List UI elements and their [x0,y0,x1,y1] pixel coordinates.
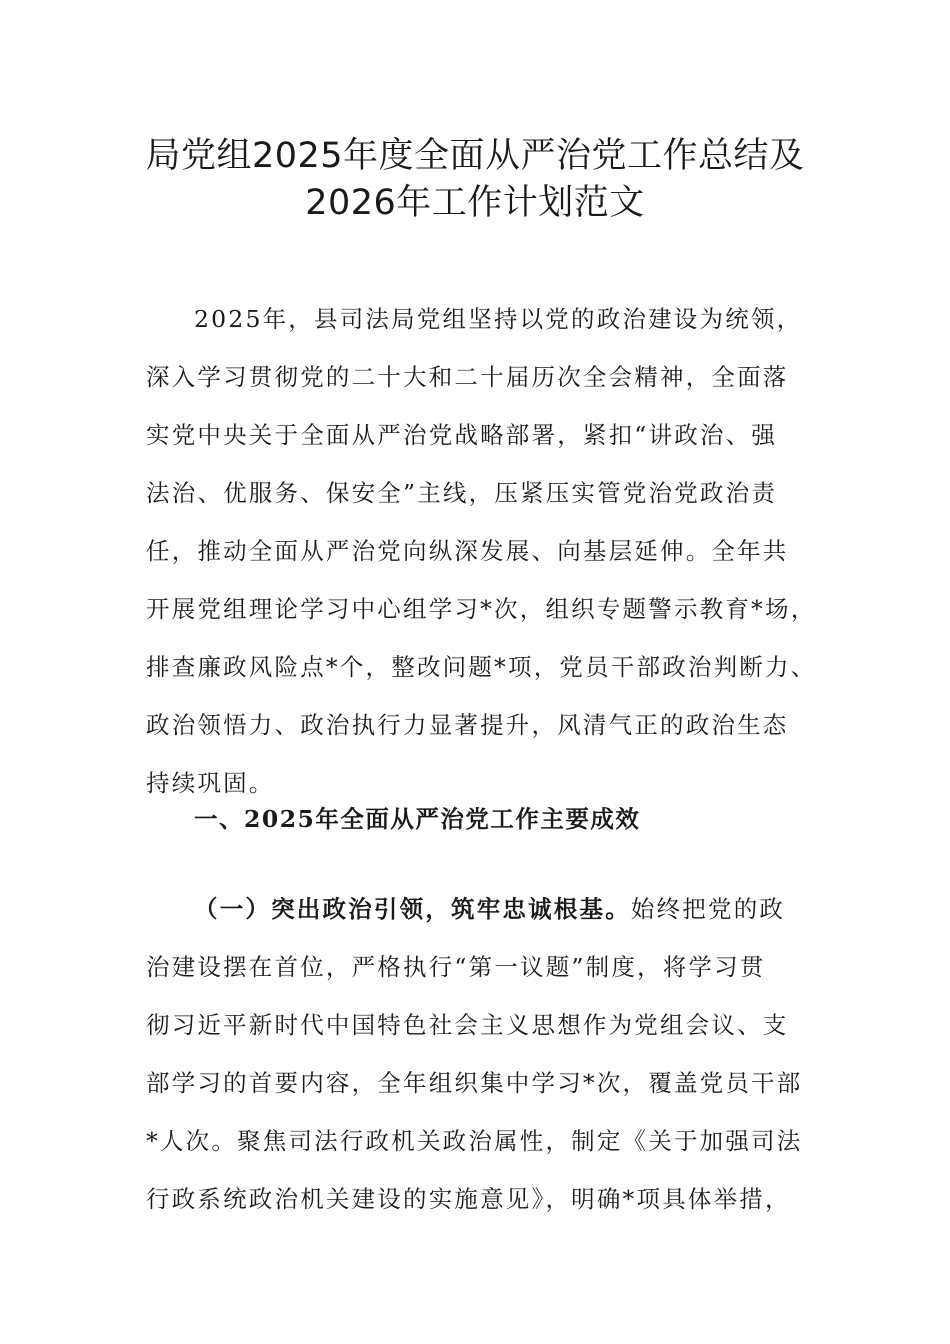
paragraph-line: 治建设摆在首位，严格执行“第一议题”制度，将学习贯 [146,953,766,981]
intro-paragraph [146,290,826,812]
paragraph-line: 开展党组理论学习中心组学习*次，组织专题警示教育*场， [146,595,817,623]
document-title-line-1: 局党组2025年度全面从严治党工作总结及 [145,136,805,176]
paragraph-line: *人次。聚焦司法行政机关政治属性，制定《关于加强司法 [146,1127,803,1155]
subsection-paragraph [146,880,826,1228]
paragraph-line: 排查廉政风险点*个，整改问题*项，党员干部政治判断力、 [146,653,817,681]
paragraph-line: 深入学习贯彻党的二十大和二十届历次全会精神，全面落 [146,363,789,391]
paragraph-line: 持续巩固。 [146,769,275,797]
paragraph-line: 法治、优服务、保安全”主线，压紧压实管党治党政治责 [146,479,778,507]
paragraph-line: 实党中央关于全面从严治党战略部署，紧扣“讲政治、强 [146,421,778,449]
paragraph-line [146,880,826,938]
subsection-lead-bold: （一）突出政治引领，筑牢忠诚根基。 [194,895,631,923]
paragraph-line: 政治领悟力、政治执行力显著提升，风清气正的政治生态 [146,711,789,739]
document-title-line-2: 2026年工作计划范文 [305,183,645,223]
paragraph-line: 2025年，县司法局党组坚持以党的政治建设为统领， [194,305,803,333]
paragraph-line: 部学习的首要内容，全年组织集中学习*次，覆盖党员干部 [146,1069,803,1097]
paragraph-line: 彻习近平新时代中国特色社会主义思想作为党组会议、支 [146,1011,789,1039]
section-heading: 一、2025年全面从严治党工作主要成效 [194,805,641,833]
paragraph-line: 行政系统政治机关建设的实施意见》，明确*项具体举措， [146,1185,791,1213]
paragraph-line: 任，推动全面从严治党向纵深发展、向基层延伸。全年共 [146,537,789,565]
subsection-lead-rest: 始终把党的政 [630,895,786,923]
